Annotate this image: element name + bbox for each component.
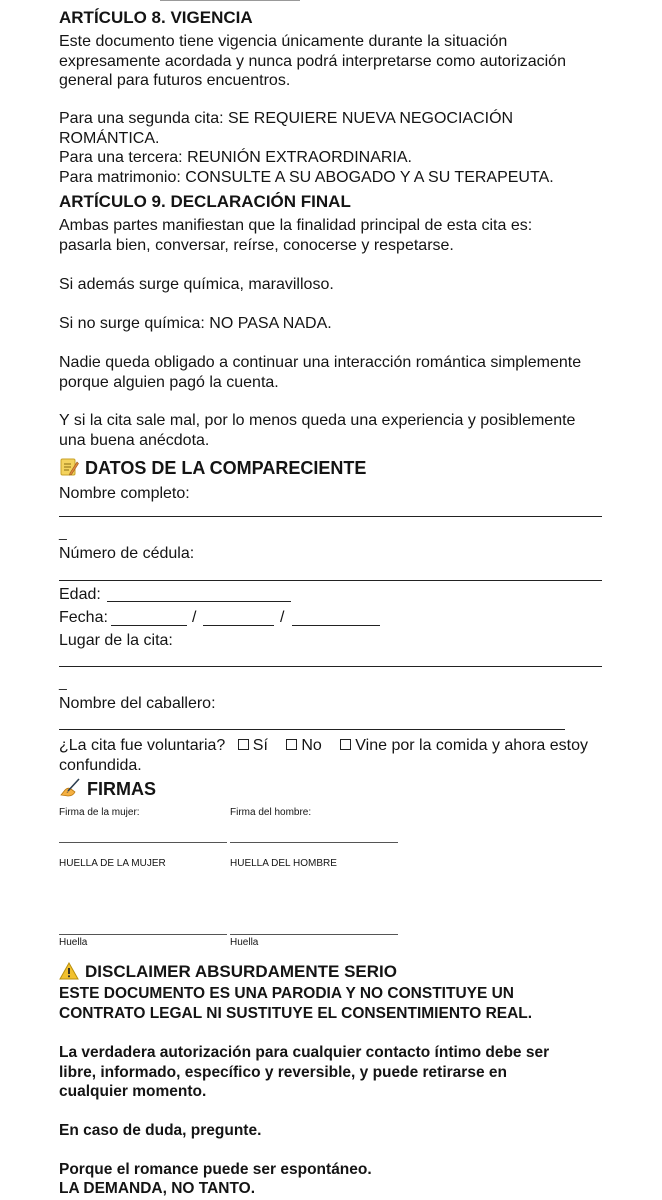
article-9-paragraph-4: Nadie queda obligado a continuar una interacción romántica simplemente porque alguien pagó la cuenta.	[59, 354, 582, 391]
checkbox-si[interactable]	[238, 739, 249, 750]
lugar-overflow-underscore: _	[59, 674, 67, 690]
warning-icon	[59, 962, 79, 985]
fecha-label: Fecha:	[59, 609, 108, 626]
voluntaria-question: ¿La cita fue voluntaria?	[59, 737, 226, 754]
huella-mujer-label: HUELLA DE LA MUJER	[59, 858, 166, 869]
nombre-completo-line[interactable]	[59, 516, 602, 517]
nombre-overflow-underscore: _	[59, 524, 67, 540]
article-9-paragraph-1: Ambas partes manifiestan que la finalidad principal de esta cita es: pasarla bien, conversar, reírse, conocerse y respetarse.	[59, 217, 533, 254]
disclaimer-title: DISCLAIMER ABSURDAMENTE SERIO	[59, 962, 397, 985]
numero-cedula-label: Número de cédula:	[59, 545, 195, 562]
edad-label: Edad:	[59, 586, 101, 603]
caballero-label: Nombre del caballero:	[59, 695, 216, 712]
disclaimer-paragraph-5: LA DEMANDA, NO TANTO.	[59, 1180, 256, 1197]
checkbox-no[interactable]	[286, 739, 297, 750]
edad-line[interactable]	[107, 601, 291, 602]
huella-hombre-label: HUELLA DEL HOMBRE	[230, 858, 337, 869]
option-si-label: Sí	[252, 737, 268, 754]
fecha-year-line[interactable]	[292, 625, 380, 626]
option-comida-label: Vine por la comida y ahora estoy	[355, 737, 588, 754]
article-8-title: ARTÍCULO 8. VIGENCIA	[59, 8, 253, 27]
disclaimer-paragraph-2: La verdadera autorización para cualquier contacto íntimo debe ser libre, informado, específico y reversible, y puede retirarse en cualquier momento.	[59, 1044, 550, 1100]
article-9-paragraph-2: Si además surge química, maravilloso.	[59, 276, 334, 293]
fecha-day-line[interactable]	[111, 625, 187, 626]
fecha-slash-1: /	[192, 609, 197, 626]
lugar-label: Lugar de la cita:	[59, 632, 173, 649]
firmas-section-title: FIRMAS	[59, 778, 156, 803]
option-no-label: No	[301, 737, 322, 754]
disclaimer-paragraph-1: ESTE DOCUMENTO ES UNA PARODIA Y NO CONSTITUYE UN CONTRATO LEGAL NI SUSTITUYE EL CONSENTIMIENTO REAL.	[59, 985, 533, 1022]
article-9-title: ARTÍCULO 9. DECLARACIÓN FINAL	[59, 192, 351, 211]
checkbox-comida[interactable]	[340, 739, 351, 750]
disclaimer-paragraph-4: Porque el romance puede ser espontáneo.	[59, 1161, 372, 1178]
huella-hombre-caption: Huella	[230, 937, 259, 948]
fecha-month-line[interactable]	[203, 625, 274, 626]
option-comida-label-line-2: confundida.	[59, 757, 142, 774]
caballero-line[interactable]	[59, 729, 565, 730]
firma-mujer-line[interactable]	[59, 842, 227, 843]
huella-mujer-caption: Huella	[59, 937, 88, 948]
huella-mujer-line[interactable]	[59, 934, 227, 935]
nombre-completo-label: Nombre completo:	[59, 485, 190, 502]
numero-cedula-line[interactable]	[59, 580, 602, 581]
lugar-line[interactable]	[59, 666, 602, 667]
article-8-paragraph-2: Para una segunda cita: SE REQUIERE NUEVA NEGOCIACIÓN ROMÁNTICA. Para una tercera: REUNIÓN EXTRAORDINARIA. Para matrimonio: CONSULTE A SU ABOGADO Y A SU TERAPEUTA.	[59, 110, 554, 186]
datos-section-title: DATOS DE LA COMPARECIENTE	[59, 457, 366, 482]
huella-hombre-line[interactable]	[230, 934, 398, 935]
voluntaria-question-row	[59, 736, 588, 756]
memo-icon	[59, 457, 79, 482]
disclaimer-paragraph-3: En caso de duda, pregunte.	[59, 1122, 262, 1139]
writing-hand-icon	[59, 778, 81, 803]
fecha-slash-2: /	[280, 609, 285, 626]
article-9-paragraph-3: Si no surge química: NO PASA NADA.	[59, 315, 332, 332]
cut-off-line	[160, 0, 300, 1]
article-9-paragraph-5: Y si la cita sale mal, por lo menos queda una experiencia y posiblemente una buena anécdota.	[59, 412, 576, 449]
article-8-paragraph-1: Este documento tiene vigencia únicamente durante la situación expresamente acordada y nunca podrá interpretarse como autorización general para futuros encuentros.	[59, 33, 566, 89]
firma-hombre-line[interactable]	[230, 842, 398, 843]
firma-mujer-label: Firma de la mujer:	[59, 807, 140, 818]
firma-hombre-label: Firma del hombre:	[230, 807, 312, 818]
